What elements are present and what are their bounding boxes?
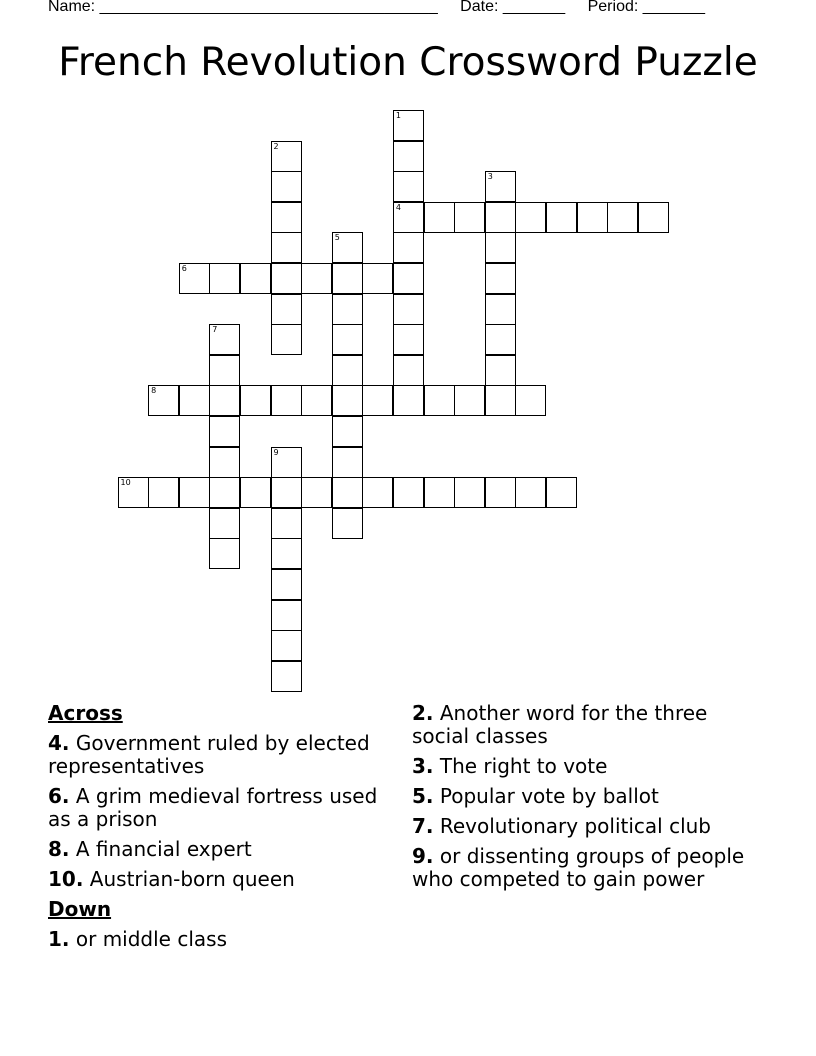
grid-cell[interactable] bbox=[332, 416, 363, 447]
grid-cell[interactable] bbox=[271, 171, 302, 202]
clue-down-5 bbox=[412, 785, 762, 808]
grid-cell[interactable] bbox=[301, 263, 332, 294]
grid-cell[interactable] bbox=[301, 477, 332, 508]
grid-cell[interactable] bbox=[240, 263, 271, 294]
clues-right-column bbox=[412, 702, 762, 898]
grid-cell[interactable] bbox=[271, 385, 302, 416]
date-field-label[interactable]: Date: _______ bbox=[460, 0, 566, 15]
grid-cell[interactable] bbox=[546, 477, 577, 508]
grid-cell[interactable] bbox=[454, 477, 485, 508]
clue-number: 6. bbox=[48, 784, 70, 808]
clue-text: A financial expert bbox=[75, 837, 252, 861]
grid-cell[interactable] bbox=[393, 232, 424, 263]
clues-left-column bbox=[48, 702, 388, 958]
grid-cell[interactable] bbox=[393, 202, 424, 233]
grid-cell[interactable] bbox=[332, 232, 363, 263]
grid-cell[interactable] bbox=[271, 600, 302, 631]
grid-cell[interactable] bbox=[454, 202, 485, 233]
grid-cell[interactable] bbox=[179, 385, 210, 416]
grid-cell[interactable] bbox=[271, 141, 302, 172]
grid-cell[interactable] bbox=[393, 171, 424, 202]
grid-cell[interactable] bbox=[393, 324, 424, 355]
cell-number: 8 bbox=[151, 386, 157, 396]
clue-text: or dissenting groups of people who competed to gain power bbox=[412, 844, 745, 891]
grid-cell[interactable] bbox=[271, 477, 302, 508]
grid-cell[interactable] bbox=[271, 630, 302, 661]
grid-cell[interactable] bbox=[393, 141, 424, 172]
cell-number: 10 bbox=[120, 478, 131, 488]
grid-cell[interactable] bbox=[209, 355, 240, 386]
grid-cell[interactable] bbox=[577, 202, 608, 233]
grid-cell[interactable] bbox=[485, 477, 516, 508]
clue-number: 7. bbox=[412, 814, 434, 838]
clue-text: Revolutionary political club bbox=[439, 814, 711, 838]
cell-number: 5 bbox=[334, 233, 340, 243]
grid-cell[interactable] bbox=[240, 477, 271, 508]
grid-cell[interactable] bbox=[485, 294, 516, 325]
grid-cell[interactable] bbox=[393, 263, 424, 294]
clue-number: 4. bbox=[48, 731, 70, 755]
grid-cell[interactable] bbox=[118, 477, 149, 508]
clue-down-2 bbox=[412, 702, 762, 748]
grid-cell[interactable] bbox=[271, 324, 302, 355]
clue-number: 1. bbox=[48, 927, 70, 951]
grid-cell[interactable] bbox=[148, 385, 179, 416]
grid-cell[interactable] bbox=[638, 202, 669, 233]
cell-number: 7 bbox=[212, 325, 218, 335]
grid-cell[interactable] bbox=[393, 385, 424, 416]
down-heading: Down bbox=[48, 897, 112, 921]
grid-cell[interactable] bbox=[362, 263, 393, 294]
clue-number: 10. bbox=[48, 867, 84, 891]
grid-cell[interactable] bbox=[209, 324, 240, 355]
clue-text: Government ruled by elected representatives bbox=[48, 731, 370, 778]
grid-cell[interactable] bbox=[271, 447, 302, 478]
clue-text: Popular vote by ballot bbox=[439, 784, 659, 808]
clue-number: 5. bbox=[412, 784, 434, 808]
grid-cell[interactable] bbox=[393, 477, 424, 508]
grid-cell[interactable] bbox=[546, 202, 577, 233]
grid-cell[interactable] bbox=[148, 477, 179, 508]
clue-number: 2. bbox=[412, 701, 434, 725]
grid-cell[interactable] bbox=[362, 385, 393, 416]
page-title: French Revolution Crossword Puzzle bbox=[58, 40, 758, 85]
grid-cell[interactable] bbox=[485, 355, 516, 386]
clue-down-9 bbox=[412, 845, 762, 891]
across-heading: Across bbox=[48, 701, 123, 725]
grid-cell[interactable] bbox=[332, 385, 363, 416]
grid-cell[interactable] bbox=[332, 447, 363, 478]
cell-number: 2 bbox=[273, 141, 279, 151]
clue-number: 8. bbox=[48, 837, 70, 861]
grid-cell[interactable] bbox=[301, 385, 332, 416]
clue-across-6 bbox=[48, 785, 388, 831]
grid-cell[interactable] bbox=[209, 538, 240, 569]
grid-cell[interactable] bbox=[179, 263, 210, 294]
grid-cell[interactable] bbox=[179, 477, 210, 508]
grid-cell[interactable] bbox=[209, 263, 240, 294]
grid-cell[interactable] bbox=[454, 385, 485, 416]
clue-text: The right to vote bbox=[439, 754, 608, 778]
grid-cell[interactable] bbox=[607, 202, 638, 233]
clue-across-8 bbox=[48, 838, 388, 861]
clue-text: or middle class bbox=[75, 927, 227, 951]
grid-cell[interactable] bbox=[271, 263, 302, 294]
grid-cell[interactable] bbox=[271, 294, 302, 325]
period-field-label[interactable]: Period: _______ bbox=[587, 0, 706, 15]
grid-cell[interactable] bbox=[515, 202, 546, 233]
grid-cell[interactable] bbox=[485, 171, 516, 202]
grid-cell[interactable] bbox=[485, 263, 516, 294]
grid-cell[interactable] bbox=[332, 355, 363, 386]
grid-cell[interactable] bbox=[332, 294, 363, 325]
clue-number: 9. bbox=[412, 844, 434, 868]
grid-cell[interactable] bbox=[515, 385, 546, 416]
clue-across-4 bbox=[48, 732, 388, 778]
grid-cell[interactable] bbox=[362, 477, 393, 508]
clue-text: Another word for the three social classes bbox=[412, 701, 708, 748]
grid-cell[interactable] bbox=[271, 538, 302, 569]
grid-cell[interactable] bbox=[393, 355, 424, 386]
clue-across-10 bbox=[48, 868, 388, 891]
grid-cell[interactable] bbox=[424, 477, 455, 508]
clue-down-3 bbox=[412, 755, 762, 778]
grid-cell[interactable] bbox=[393, 110, 424, 141]
grid-cell[interactable] bbox=[515, 477, 546, 508]
cell-number: 4 bbox=[395, 202, 401, 212]
grid-cell[interactable] bbox=[209, 385, 240, 416]
clue-down-7 bbox=[412, 815, 762, 838]
grid-cell[interactable] bbox=[240, 385, 271, 416]
grid-cell[interactable] bbox=[209, 477, 240, 508]
grid-cell[interactable] bbox=[209, 416, 240, 447]
grid-cell[interactable] bbox=[485, 232, 516, 263]
grid-cell[interactable] bbox=[424, 385, 455, 416]
grid-cell[interactable] bbox=[424, 202, 455, 233]
clue-text: Austrian-born queen bbox=[89, 867, 295, 891]
grid-cell[interactable] bbox=[271, 202, 302, 233]
cell-number: 3 bbox=[487, 172, 493, 182]
grid-cell[interactable] bbox=[271, 569, 302, 600]
cell-number: 1 bbox=[395, 111, 401, 120]
grid-cell[interactable] bbox=[485, 324, 516, 355]
clue-text: A grim medieval fortress used as a prison bbox=[48, 784, 378, 831]
grid-cell[interactable] bbox=[332, 263, 363, 294]
clue-number: 3. bbox=[412, 754, 434, 778]
grid-cell[interactable] bbox=[393, 294, 424, 325]
grid-cell[interactable] bbox=[332, 477, 363, 508]
grid-cell[interactable] bbox=[209, 508, 240, 539]
cell-number: 9 bbox=[273, 447, 279, 457]
clue-down-1 bbox=[48, 928, 388, 951]
grid-cell[interactable] bbox=[332, 508, 363, 539]
grid-cell[interactable] bbox=[271, 661, 302, 692]
grid-cell[interactable] bbox=[485, 202, 516, 233]
grid-cell[interactable] bbox=[271, 508, 302, 539]
cell-number: 6 bbox=[181, 264, 187, 273]
grid-cell[interactable] bbox=[332, 324, 363, 355]
name-field-label[interactable]: Name: ______________________________________ bbox=[48, 0, 438, 15]
grid-cell[interactable] bbox=[271, 232, 302, 263]
grid-cell[interactable] bbox=[485, 385, 516, 416]
grid-cell[interactable] bbox=[209, 447, 240, 478]
